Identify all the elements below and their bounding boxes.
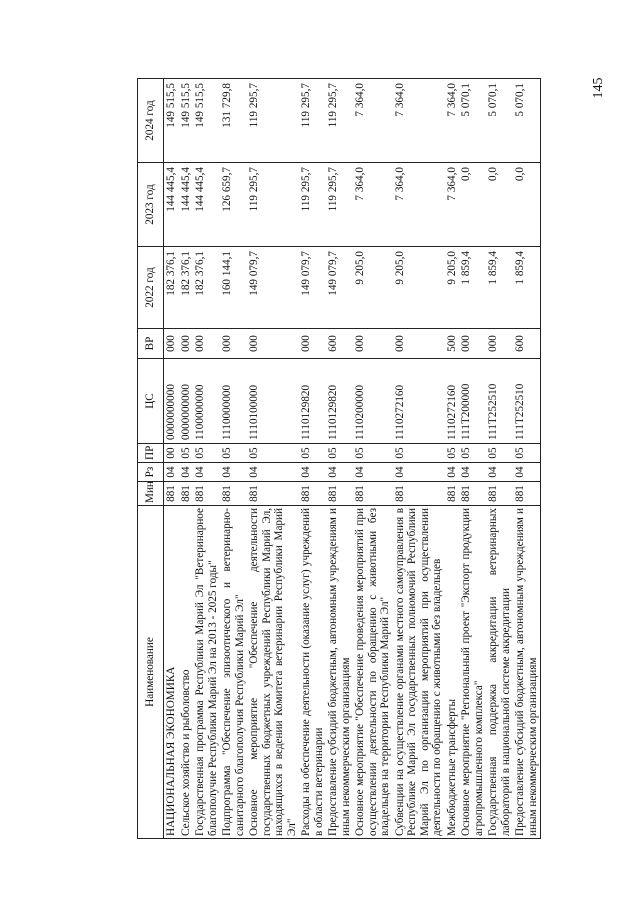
header-2022: 2022 год	[138, 247, 164, 329]
cell-2024: 149 515,5	[164, 79, 179, 163]
cell-2024: 5 070,1	[459, 79, 486, 163]
cell-pr: 05	[247, 444, 299, 463]
cell-cs: 1110200000	[353, 359, 393, 444]
cell-2024: 119 295,7	[299, 79, 326, 163]
cell-2022: 160 144,1	[220, 247, 247, 329]
cell-name: Предоставление субсидий бюджетным, автономным учреждениям и иным некоммерческим организациям	[513, 506, 541, 839]
cell-2022: 1 859,4	[486, 247, 513, 329]
cell-vr: 000	[486, 329, 513, 359]
cell-cs: 111T252510	[513, 359, 541, 444]
cell-rz: 04	[164, 463, 179, 482]
cell-vr: 000	[459, 329, 486, 359]
cell-cs: 111T252510	[486, 359, 513, 444]
cell-rz: 04	[247, 463, 299, 482]
cell-cs: 1100000000	[193, 359, 220, 444]
table-row	[486, 79, 513, 839]
cell-name: Государственная поддержка аккредитации ветеринарных лабораторий в национальной системе аккредитации	[486, 506, 513, 839]
cell-rz: 04	[513, 463, 541, 482]
cell-pr: 05	[299, 444, 326, 463]
cell-2024: 7 364,0	[445, 79, 460, 163]
cell-name: Основное мероприятие "Обеспечение деятельности государственных бюджетных учреждений Республики Марий Эл, находящихся в ведении Комитета ветеринарии Республики Марий Эл"	[247, 506, 299, 839]
cell-min: 881	[193, 482, 220, 506]
header-rz: Рз	[138, 463, 164, 482]
cell-cs: 0000000000	[179, 359, 194, 444]
cell-min: 881	[164, 482, 179, 506]
table-row	[247, 79, 299, 839]
budget-table	[137, 78, 541, 839]
header-2023: 2023 год	[138, 163, 164, 247]
page-number: 145	[591, 77, 606, 99]
cell-min: 881	[459, 482, 486, 506]
cell-min: 881	[299, 482, 326, 506]
cell-cs: 0000000000	[164, 359, 179, 444]
cell-2022: 182 376,1	[193, 247, 220, 329]
cell-name: Государственная программа Республики Марий Эл "Ветеринарное благополучие Республики Марий Эл на 2013 - 2025 годы"	[193, 506, 220, 839]
cell-min: 881	[353, 482, 393, 506]
cell-pr: 05	[326, 444, 353, 463]
cell-min: 881	[326, 482, 353, 506]
cell-pr: 05	[445, 444, 460, 463]
header-vr: ВР	[138, 329, 164, 359]
header-cs: ЦС	[138, 359, 164, 444]
cell-cs: 1110129820	[299, 359, 326, 444]
cell-2024: 119 295,7	[247, 79, 299, 163]
cell-rz: 04	[445, 463, 460, 482]
cell-cs: 111T200000	[459, 359, 486, 444]
cell-2023: 126 659,7	[220, 163, 247, 247]
cell-cs: 1110000000	[220, 359, 247, 444]
header-name: Наименование	[138, 506, 164, 839]
cell-rz: 04	[326, 463, 353, 482]
cell-name: НАЦИОНАЛЬНАЯ ЭКОНОМИКА	[164, 506, 179, 839]
cell-min: 881	[513, 482, 541, 506]
cell-2022: 1 859,4	[513, 247, 541, 329]
cell-pr: 05	[459, 444, 486, 463]
cell-2024: 7 364,0	[393, 79, 445, 163]
cell-2023: 144 445,4	[193, 163, 220, 247]
cell-vr: 500	[445, 329, 460, 359]
cell-2023: 144 445,4	[164, 163, 179, 247]
cell-rz: 04	[220, 463, 247, 482]
cell-min: 881	[220, 482, 247, 506]
cell-2024: 7 364,0	[353, 79, 393, 163]
cell-rz: 04	[393, 463, 445, 482]
cell-2024: 149 515,5	[179, 79, 194, 163]
cell-2024: 149 515,5	[193, 79, 220, 163]
cell-pr: 05	[393, 444, 445, 463]
cell-2022: 149 079,7	[247, 247, 299, 329]
cell-name: Межбюджетные трансферты	[445, 506, 460, 839]
cell-2023: 119 295,7	[299, 163, 326, 247]
cell-cs: 1110129820	[326, 359, 353, 444]
cell-cs: 1110272160	[393, 359, 445, 444]
cell-2022: 9 205,0	[393, 247, 445, 329]
cell-2022: 9 205,0	[353, 247, 393, 329]
table-row	[299, 79, 326, 839]
cell-2023: 0,0	[513, 163, 541, 247]
table-row	[513, 79, 541, 839]
budget-table-page	[137, 79, 613, 839]
cell-pr: 05	[353, 444, 393, 463]
cell-rz: 04	[179, 463, 194, 482]
table-row	[459, 79, 486, 839]
cell-2023: 7 364,0	[445, 163, 460, 247]
cell-cs: 1110100000	[247, 359, 299, 444]
cell-pr: 05	[179, 444, 194, 463]
cell-2023: 119 295,7	[247, 163, 299, 247]
cell-name: Основное мероприятие "Региональный проект "Экспорт продукции агропромышленного комплекса"	[459, 506, 486, 839]
cell-rz: 04	[193, 463, 220, 482]
cell-2024: 5 070,1	[486, 79, 513, 163]
cell-min: 881	[179, 482, 194, 506]
cell-2023: 0,0	[459, 163, 486, 247]
cell-pr: 00	[164, 444, 179, 463]
cell-2022: 1 859,4	[459, 247, 486, 329]
cell-2023: 144 445,4	[179, 163, 194, 247]
cell-cs: 1110272160	[445, 359, 460, 444]
cell-pr: 05	[486, 444, 513, 463]
cell-vr: 000	[164, 329, 179, 359]
cell-pr: 05	[513, 444, 541, 463]
cell-name: Расходы на обеспечение деятельности (оказание услуг) учреждений в области ветеринарии	[299, 506, 326, 839]
cell-min: 881	[247, 482, 299, 506]
table-row	[179, 79, 194, 839]
cell-vr: 000	[299, 329, 326, 359]
cell-vr: 000	[353, 329, 393, 359]
header-pr: ПР	[138, 444, 164, 463]
cell-rz: 04	[299, 463, 326, 482]
table-row	[353, 79, 393, 839]
cell-2023: 7 364,0	[353, 163, 393, 247]
cell-name: Сельское хозяйство и рыболовство	[179, 506, 194, 839]
cell-name: Субвенции на осуществление органами местного самоуправления в Республике Марий Эл государственных полномочий Республики Марий Эл по организации мероприятий при осуществлении деятельности по обращению с животными без владельцев	[393, 506, 445, 839]
table-row	[445, 79, 460, 839]
cell-pr: 05	[220, 444, 247, 463]
cell-vr: 000	[179, 329, 194, 359]
cell-rz: 04	[486, 463, 513, 482]
cell-rz: 04	[353, 463, 393, 482]
header-2024: 2024 год	[138, 79, 164, 163]
table-body	[164, 79, 541, 839]
table-header-row	[138, 79, 164, 839]
cell-vr: 600	[326, 329, 353, 359]
cell-2023: 0,0	[486, 163, 513, 247]
cell-vr: 000	[193, 329, 220, 359]
cell-min: 881	[393, 482, 445, 506]
cell-2022: 9 205,0	[445, 247, 460, 329]
cell-2022: 182 376,1	[179, 247, 194, 329]
cell-vr: 600	[513, 329, 541, 359]
cell-2022: 182 376,1	[164, 247, 179, 329]
cell-2023: 119 295,7	[326, 163, 353, 247]
table-row	[193, 79, 220, 839]
cell-2024: 119 295,7	[326, 79, 353, 163]
cell-2023: 7 364,0	[393, 163, 445, 247]
cell-name: Подпрограмма "Обеспечение эпизоотического и ветеринарно-санитарного благополучия Республики Марий Эл"	[220, 506, 247, 839]
cell-2024: 5 070,1	[513, 79, 541, 163]
cell-rz: 04	[459, 463, 486, 482]
cell-pr: 05	[193, 444, 220, 463]
cell-2024: 131 729,8	[220, 79, 247, 163]
cell-vr: 000	[220, 329, 247, 359]
cell-name: Предоставление субсидий бюджетным, автономным учреждениям и иным некоммерческим организациям	[326, 506, 353, 839]
table-row	[393, 79, 445, 839]
cell-vr: 000	[247, 329, 299, 359]
cell-min: 881	[486, 482, 513, 506]
table-row	[326, 79, 353, 839]
cell-name: Основное мероприятие "Обеспечение проведения мероприятий при осуществлении деятельности по обращению с животными без владельцев на территории Республики Марий Эл"	[353, 506, 393, 839]
header-min: Мин	[138, 482, 164, 506]
table-row	[220, 79, 247, 839]
cell-2022: 149 079,7	[299, 247, 326, 329]
cell-min: 881	[445, 482, 460, 506]
cell-vr: 000	[393, 329, 445, 359]
cell-2022: 149 079,7	[326, 247, 353, 329]
table-row	[164, 79, 179, 839]
